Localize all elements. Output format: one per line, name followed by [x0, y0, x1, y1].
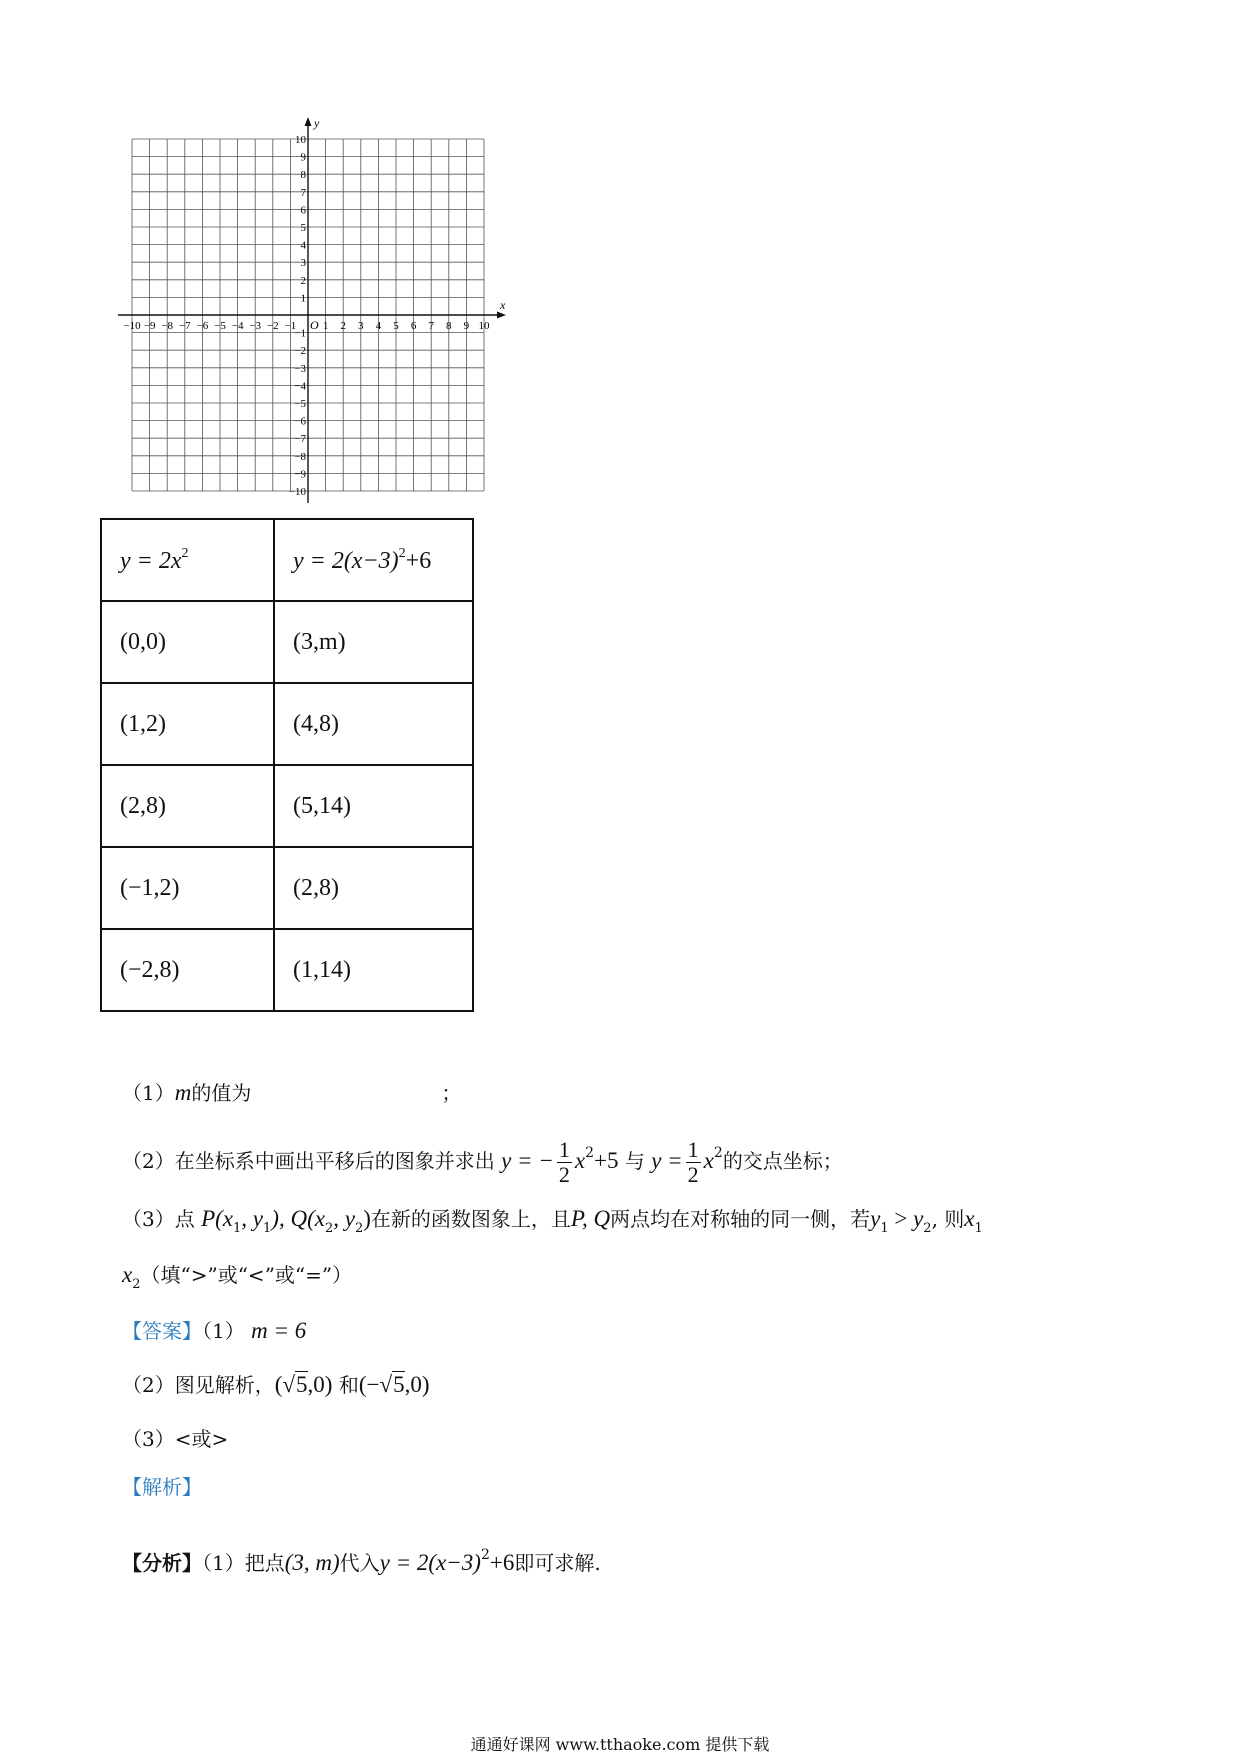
q3-x2-sub: 2: [132, 1277, 141, 1292]
sqrt-radicand: 5: [296, 1372, 308, 1397]
header-right-tail: +6: [405, 547, 432, 574]
y-tick-label: −2: [294, 345, 306, 358]
x-axis-arrow-icon: [497, 312, 506, 319]
x-tick-label: −9: [143, 320, 156, 332]
header-right: [274, 519, 473, 601]
table-row: [101, 929, 473, 1011]
header-right-eq: y = 2(x−3): [292, 547, 399, 574]
analysis-text-2: 代入: [339, 1551, 380, 1575]
x-tick-label: 6: [410, 320, 417, 332]
y-tick-label: 9: [300, 151, 306, 164]
grid-svg: [110, 108, 530, 508]
y-tick-label: −4: [294, 380, 306, 393]
q2-eq1-x: x: [574, 1148, 586, 1173]
question-3: [122, 1204, 983, 1244]
table-cell: (0,0): [101, 601, 274, 683]
table-cell: (3,m): [274, 601, 473, 683]
q2-eq1-lhs: y = −: [501, 1148, 554, 1173]
table-cell: (4,8): [274, 683, 473, 765]
q3-p-mid: , y: [241, 1206, 264, 1231]
q2-suffix: 的交点坐标；: [722, 1149, 843, 1173]
y-tick-label: 8: [300, 169, 306, 182]
table-row: [101, 765, 473, 847]
q3-x1-sub: 1: [974, 1221, 983, 1236]
header-left-eq: y = 2x: [120, 547, 182, 574]
y-tick-label: 10: [295, 134, 306, 146]
answer-3: [122, 1424, 228, 1454]
table-cell: (−1,2): [101, 847, 274, 929]
x-tick-label: −10: [123, 320, 141, 332]
answer-2-and: 和: [338, 1373, 359, 1397]
q2-frac-1: [557, 1138, 572, 1187]
answer-2-pt1-close: ,0): [307, 1372, 333, 1397]
q3-prefix: （3）点: [122, 1207, 195, 1231]
q3-x1: x: [964, 1206, 975, 1231]
q3-y2: y: [913, 1206, 924, 1231]
y-tick-label: −9: [294, 468, 306, 481]
analysis-eq-exp: 2: [480, 1547, 490, 1563]
table-row: [101, 847, 473, 929]
q3-q: ), Q(x: [271, 1206, 325, 1231]
y-tick-label: 7: [300, 186, 306, 199]
answer-1-math: m = 6: [251, 1318, 307, 1343]
q2-eq2-exp: 2: [713, 1145, 723, 1161]
coordinate-grid: [110, 108, 530, 508]
y-tick-label: −10: [288, 486, 306, 498]
frac-num: 1: [687, 1137, 699, 1162]
analysis-text-1: （1）把点: [202, 1551, 285, 1575]
analysis-heading: [122, 1472, 202, 1502]
q2-eq1-exp: 2: [585, 1145, 594, 1161]
q3-then: , 则: [931, 1207, 965, 1231]
y-tick-label: −7: [294, 433, 306, 446]
answer-3-text: （3）<或>: [122, 1427, 229, 1451]
q2-prefix: （2）在坐标系中画出平移后的图象并求出: [122, 1149, 495, 1173]
x-tick-label: 5: [393, 320, 399, 332]
q3-fill-hint: （填“>”或“<”或“=”）: [140, 1263, 353, 1287]
answer-2-pt1-open: (: [274, 1372, 283, 1397]
header-left: [101, 519, 274, 601]
answer-2-text: （2）图见解析，: [122, 1373, 275, 1397]
q2-eq1-tail: +5: [593, 1148, 619, 1173]
table-header-row: [101, 519, 473, 601]
q3-q-sub: 2: [354, 1221, 364, 1236]
q3-p: P(x: [201, 1206, 234, 1231]
q1-prefix: （1）: [122, 1081, 175, 1105]
x-tick-label: 1: [322, 320, 329, 332]
x-tick-label: −2: [266, 320, 279, 332]
x-tick-label: 9: [463, 320, 470, 332]
answer-1: [122, 1316, 306, 1346]
y-tick-label: −1: [294, 327, 306, 340]
table-row: [101, 683, 473, 765]
frac-den: 2: [558, 1162, 570, 1187]
q1-text: 的值为: [191, 1081, 252, 1105]
x-tick-label: −7: [178, 320, 191, 332]
x-tick-label: −6: [196, 320, 209, 332]
answer-1-label: （1）: [202, 1319, 252, 1343]
page-footer: 通通好课网 www.tthaoke.com 提供下载: [470, 1735, 770, 1754]
y-tick-label: −3: [294, 362, 306, 375]
y-tick-label: −6: [294, 415, 306, 428]
q2-frac-2: [686, 1138, 701, 1187]
q3-p-sub: 1: [233, 1221, 242, 1236]
sqrt-radicand: 5: [393, 1372, 405, 1397]
x-tick-label: 7: [428, 320, 434, 332]
point-table: [100, 518, 474, 1012]
y-axis-arrow-icon: [305, 117, 312, 126]
answer-2-sqrt-2: √5: [379, 1372, 405, 1397]
y-tick-label: 3: [300, 257, 306, 270]
y-axis-label: y: [314, 116, 320, 130]
y-tick-label: 5: [300, 222, 306, 234]
y-tick-label: −8: [294, 450, 306, 463]
answer-2-sqrt-1: √5: [282, 1372, 308, 1397]
question-2: [122, 1126, 843, 1188]
answer-2-pt2-close: ,0): [404, 1372, 430, 1397]
table-cell: (2,8): [101, 765, 274, 847]
question-1: [122, 1078, 461, 1108]
x-tick-label: −5: [214, 320, 226, 332]
x-tick-label: −4: [231, 320, 244, 332]
analysis-tag: 【解析】: [122, 1475, 202, 1499]
analysis-line: [122, 1540, 601, 1578]
analysis-point: (3, m): [284, 1550, 340, 1575]
q3-p-sub: 1: [263, 1221, 272, 1236]
fenxi-tag: 【分析】: [122, 1551, 202, 1575]
q2-eq2-lhs: y =: [651, 1148, 683, 1173]
x-tick-label: −3: [249, 320, 262, 332]
q2-eq2-x: x: [703, 1148, 714, 1173]
y-tick-label: −5: [294, 398, 306, 410]
q3-y1-sub: 1: [880, 1221, 889, 1236]
q3-text: 在新的函数图象上，且: [370, 1207, 571, 1231]
header-right-exp: 2: [398, 545, 406, 561]
table-row: [101, 601, 473, 683]
q1-end: ；: [441, 1081, 462, 1105]
q3-x2: x: [122, 1262, 133, 1287]
analysis-text-3: 即可求解.: [514, 1551, 601, 1575]
origin-label: O: [310, 318, 319, 332]
q3-q-mid: , y: [333, 1206, 355, 1231]
x-tick-label: 2: [340, 320, 346, 332]
x-axis-label: x: [500, 298, 506, 312]
q3-q-end: ): [363, 1206, 371, 1231]
q2-mid: 与: [624, 1149, 645, 1173]
answer-2: [122, 1370, 430, 1400]
y-tick-label: 1: [300, 292, 306, 305]
q3-gt: >: [888, 1206, 914, 1231]
analysis-eq: y = 2(x−3): [379, 1550, 481, 1575]
y-tick-label: 6: [300, 204, 306, 217]
table-cell: (2,8): [274, 847, 473, 929]
q3-text2: 两点均在对称轴的同一侧，若: [610, 1207, 871, 1231]
q3-q-sub: 2: [324, 1221, 334, 1236]
x-tick-label: 4: [375, 320, 382, 332]
question-3-line2: [122, 1260, 352, 1300]
q3-y1: y: [870, 1206, 881, 1231]
x-tick-label: 10: [478, 320, 490, 332]
header-left-exp: 2: [181, 545, 189, 561]
answer-2-pt2-open: (−: [358, 1372, 380, 1397]
frac-den: 2: [687, 1162, 699, 1187]
table-cell: (−2,8): [101, 929, 274, 1011]
table-cell: (1,14): [274, 929, 473, 1011]
analysis-eq-tail: +6: [489, 1550, 515, 1575]
frac-num: 1: [558, 1137, 570, 1162]
q3-y2-sub: 2: [923, 1221, 932, 1236]
y-tick-label: 2: [300, 274, 306, 287]
table-cell: (5,14): [274, 765, 473, 847]
q1-var: m: [174, 1080, 192, 1105]
y-tick-label: 4: [300, 239, 306, 252]
x-tick-label: 8: [446, 320, 452, 332]
table-cell: (1,2): [101, 683, 274, 765]
x-tick-label: −1: [284, 320, 297, 332]
x-tick-label: 3: [358, 320, 364, 332]
x-tick-label: −8: [161, 320, 174, 332]
answer-tag: 【答案】: [122, 1319, 202, 1343]
q3-pq: P, Q: [570, 1206, 611, 1231]
